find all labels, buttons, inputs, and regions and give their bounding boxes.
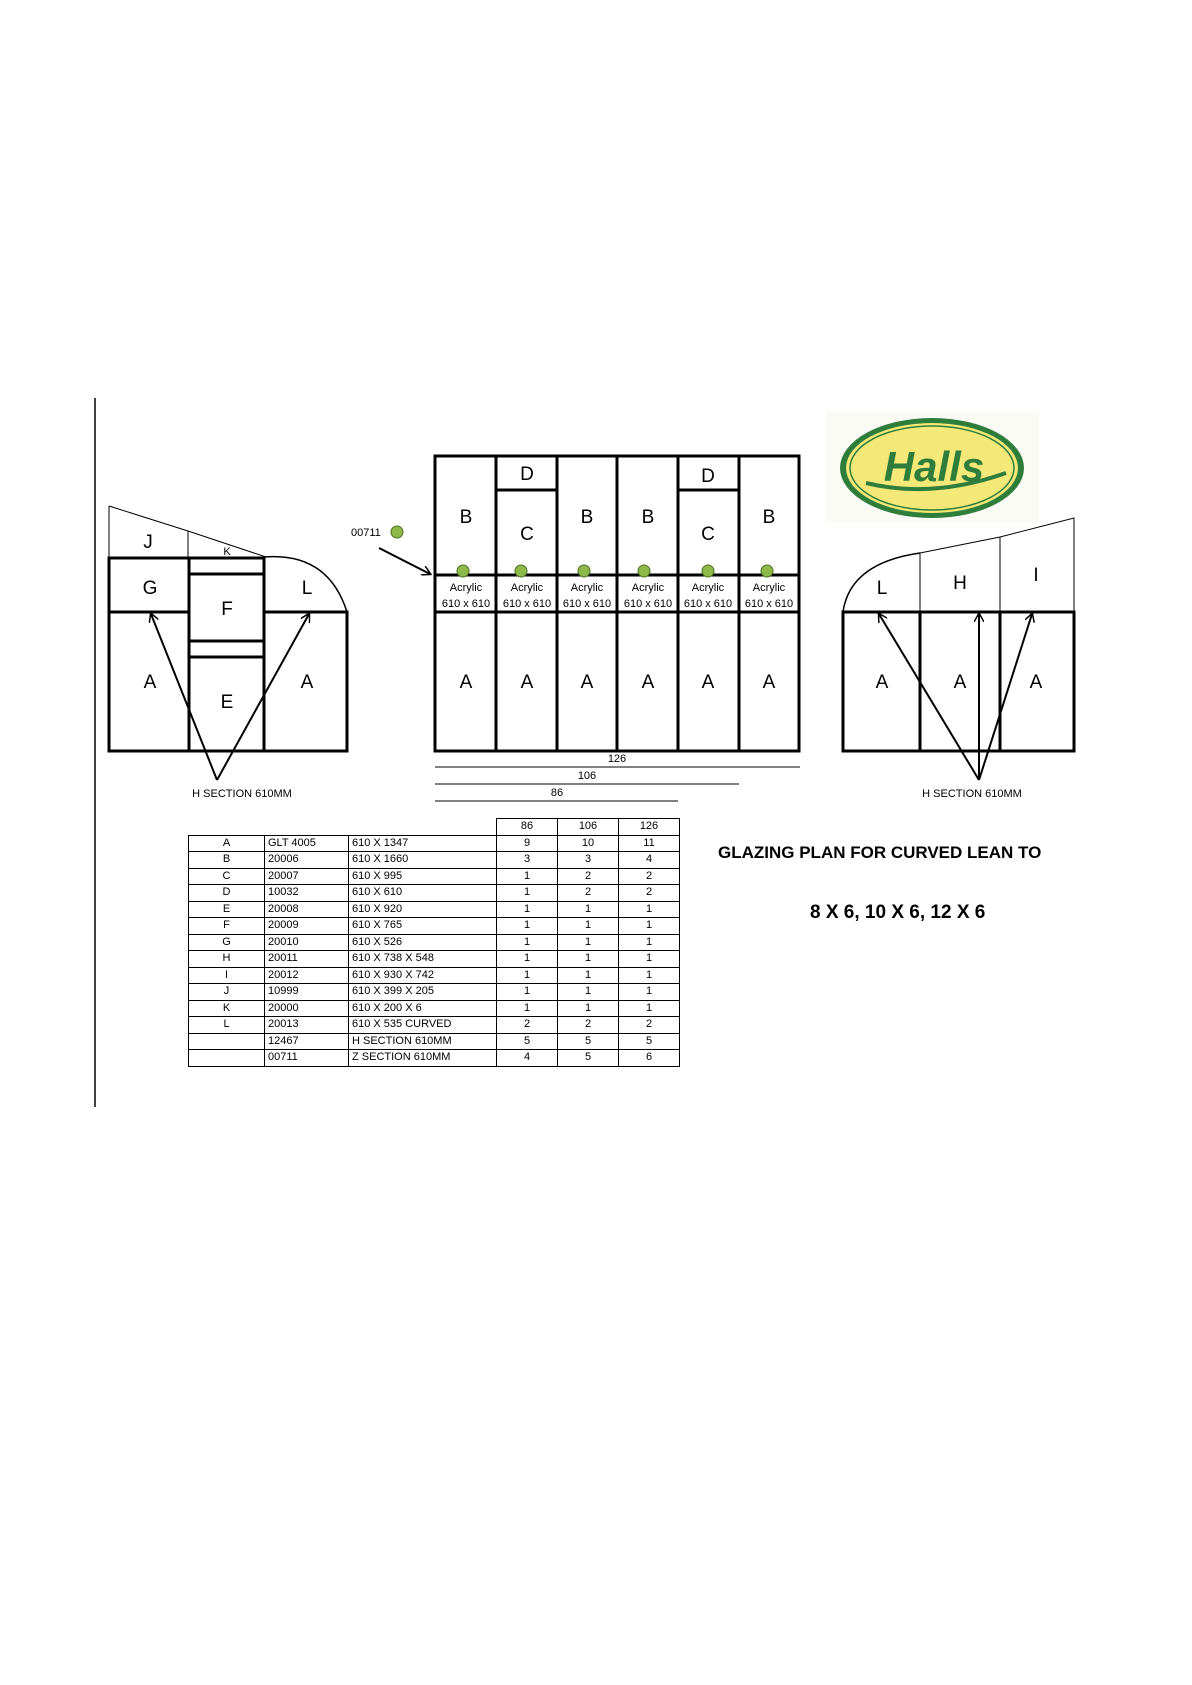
front-label-a3: A [580,672,594,693]
right-section-label: H SECTION 610MM [922,788,1022,800]
ref-cell: K [189,1000,265,1017]
qty-106-cell: 1 [558,967,619,984]
table-row [189,934,680,951]
qty-106-cell: 5 [558,1033,619,1050]
code-cell: 10032 [265,885,349,902]
zsection-arrow [379,548,430,574]
qty-86-cell: 9 [497,835,558,852]
table-row [189,967,680,984]
ref-cell: H [189,951,265,968]
front-label-a4: A [641,672,655,693]
acrylic-label-5: Acrylic [691,582,725,594]
right-label-a3: A [1029,672,1043,693]
table-row [189,852,680,869]
zsection-label: 00711 [351,527,381,539]
z-section-dots [391,526,773,577]
qty-106-cell: 5 [558,1050,619,1067]
table-row [189,835,680,852]
code-cell: GLT 4005 [265,835,349,852]
acrylic-size-1: 610 x 610 [441,598,491,610]
qty-86-cell: 1 [497,951,558,968]
ref-cell: J [189,984,265,1001]
size-cell: 610 X 399 X 205 [349,984,497,1001]
dim-86: 86 [550,787,564,799]
ref-cell: I [189,967,265,984]
acrylic-size-5: 610 x 610 [683,598,733,610]
qty-126-cell: 2 [619,868,680,885]
logo-text: Halls [883,443,985,490]
front-label-b1: B [459,507,473,528]
code-cell: 10999 [265,984,349,1001]
left-label-e: E [220,692,234,713]
qty-86-cell: 1 [497,934,558,951]
table-row [189,951,680,968]
qty-86-cell: 2 [497,1017,558,1034]
acrylic-label-1: Acrylic [449,582,483,594]
ref-cell: G [189,934,265,951]
acrylic-label-6: Acrylic [752,582,786,594]
table-header-126: 126 [619,819,680,836]
code-cell: 20000 [265,1000,349,1017]
ref-cell [189,1033,265,1050]
front-label-b4: B [762,507,776,528]
front-label-a1: A [459,672,473,693]
qty-126-cell: 1 [619,984,680,1001]
qty-86-cell: 5 [497,1033,558,1050]
ref-cell: F [189,918,265,935]
acrylic-label-2: Acrylic [510,582,544,594]
ref-cell: E [189,901,265,918]
code-cell: 20008 [265,901,349,918]
ref-cell: B [189,852,265,869]
qty-126-cell: 1 [619,901,680,918]
ref-cell [189,1050,265,1067]
table-header-row [189,819,680,836]
table-row [189,1000,680,1017]
qty-106-cell: 2 [558,868,619,885]
ref-cell: D [189,885,265,902]
right-label-a1: A [875,672,889,693]
acrylic-size-6: 610 x 610 [744,598,794,610]
acrylic-label-4: Acrylic [631,582,665,594]
size-cell: 610 X 765 [349,918,497,935]
size-cell: 610 X 920 [349,901,497,918]
qty-86-cell: 1 [497,918,558,935]
size-cell: 610 X 1660 [349,852,497,869]
table-row [189,1033,680,1050]
qty-106-cell: 2 [558,885,619,902]
qty-106-cell: 1 [558,1000,619,1017]
qty-106-cell: 1 [558,901,619,918]
size-cell: H SECTION 610MM [349,1033,497,1050]
size-cell: 610 X 738 X 548 [349,951,497,968]
table-row [189,984,680,1001]
qty-86-cell: 1 [497,984,558,1001]
qty-126-cell: 4 [619,852,680,869]
table-row [189,885,680,902]
left-label-j: J [143,532,153,553]
left-label-g: G [142,578,158,599]
qty-126-cell: 2 [619,1017,680,1034]
ref-cell: C [189,868,265,885]
qty-126-cell: 1 [619,951,680,968]
size-cell: Z SECTION 610MM [349,1050,497,1067]
halls-logo [826,411,1039,523]
qty-106-cell: 1 [558,918,619,935]
table-header-86: 86 [497,819,558,836]
front-label-a5: A [701,672,715,693]
front-label-b3: B [641,507,655,528]
size-cell: 610 X 526 [349,934,497,951]
code-cell: 20013 [265,1017,349,1034]
code-cell: 20007 [265,868,349,885]
left-label-f: F [221,599,233,620]
front-label-d1: D [520,464,534,485]
left-label-k: K [223,546,231,558]
qty-106-cell: 2 [558,1017,619,1034]
acrylic-size-2: 610 x 610 [502,598,552,610]
qty-86-cell: 1 [497,967,558,984]
qty-106-cell: 3 [558,852,619,869]
qty-86-cell: 1 [497,885,558,902]
qty-106-cell: 1 [558,934,619,951]
sizes-subtitle: 8 X 6, 10 X 6, 12 X 6 [810,902,986,923]
table-row [189,868,680,885]
code-cell: 20011 [265,951,349,968]
qty-86-cell: 4 [497,1050,558,1067]
qty-106-cell: 1 [558,984,619,1001]
front-label-d2: D [701,466,715,487]
qty-86-cell: 3 [497,852,558,869]
left-label-l: L [301,578,313,599]
right-label-h: H [953,573,967,594]
size-cell: 610 X 1347 [349,835,497,852]
size-cell: 610 X 995 [349,868,497,885]
parts-table [188,818,680,1067]
front-label-c1: C [520,524,534,545]
qty-126-cell: 1 [619,1000,680,1017]
size-cell: 610 X 930 X 742 [349,967,497,984]
left-section-label: H SECTION 610MM [192,788,292,800]
dim-126: 126 [607,753,627,765]
table-row [189,1017,680,1034]
qty-126-cell: 2 [619,885,680,902]
code-cell: 20010 [265,934,349,951]
table-header-106: 106 [558,819,619,836]
dimension-lines [435,767,800,801]
acrylic-size-3: 610 x 610 [562,598,612,610]
qty-86-cell: 1 [497,868,558,885]
size-cell: 610 X 610 [349,885,497,902]
qty-126-cell: 1 [619,918,680,935]
qty-86-cell: 1 [497,1000,558,1017]
code-cell: 00711 [265,1050,349,1067]
size-cell: 610 X 200 X 6 [349,1000,497,1017]
front-label-b2: B [580,507,594,528]
qty-86-cell: 1 [497,901,558,918]
qty-126-cell: 5 [619,1033,680,1050]
right-label-a2: A [953,672,967,693]
qty-126-cell: 1 [619,934,680,951]
qty-126-cell: 11 [619,835,680,852]
code-cell: 20009 [265,918,349,935]
left-label-a1: A [143,672,157,693]
front-label-a6: A [762,672,776,693]
front-label-c2: C [701,524,715,545]
code-cell: 12467 [265,1033,349,1050]
qty-126-cell: 6 [619,1050,680,1067]
right-end-elevation [843,518,1074,780]
left-label-a2: A [300,672,314,693]
qty-106-cell: 10 [558,835,619,852]
qty-126-cell: 1 [619,967,680,984]
qty-106-cell: 1 [558,951,619,968]
code-cell: 20012 [265,967,349,984]
ref-cell: L [189,1017,265,1034]
ref-cell: A [189,835,265,852]
right-label-l: L [876,578,888,599]
front-label-a2: A [520,672,534,693]
page-title: GLAZING PLAN FOR CURVED LEAN TO [718,843,1042,862]
acrylic-label-3: Acrylic [570,582,604,594]
right-label-i: I [1033,565,1039,586]
table-row [189,918,680,935]
size-cell: 610 X 535 CURVED [349,1017,497,1034]
table-row [189,901,680,918]
acrylic-size-4: 610 x 610 [623,598,673,610]
dim-106: 106 [577,770,597,782]
code-cell: 20006 [265,852,349,869]
table-row [189,1050,680,1067]
